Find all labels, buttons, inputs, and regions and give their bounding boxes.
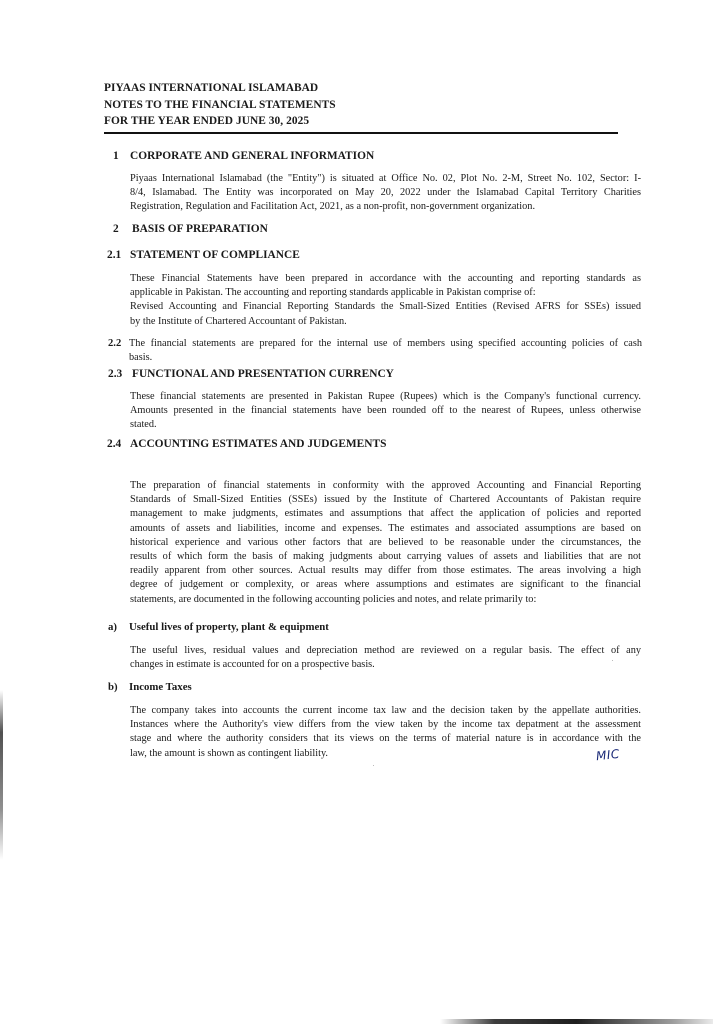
paragraph-line: management to make judgments, estimates and assumptions that affect the application of policies and reported	[130, 508, 641, 520]
organization-name: PIYAAS INTERNATIONAL ISLAMABAD	[104, 82, 319, 94]
section-number: 2.1	[107, 249, 122, 261]
section-2-2-number: 2.2	[108, 338, 122, 349]
paragraph-line: historical experience and various other factors that are believed to be reasonable under the circumstances, the	[130, 536, 641, 548]
section-number: 2.3	[108, 368, 123, 380]
section-title: BASIS OF PREPARATION	[132, 223, 268, 235]
section-1-paragraph	[130, 172, 641, 215]
subsection-a-paragraph	[130, 644, 641, 672]
paragraph-line: stated.	[130, 419, 157, 431]
paragraph-line: Piyaas International Islamabad (the "Entity") is situated at Office No. 02, Plot No. 2-M, Street No. 102, Sector: I-	[130, 173, 641, 184]
paragraph-line: The preparation of financial statements in conformity with the approved Accounting and Financial Reporting	[130, 480, 641, 491]
subsection-b-heading	[108, 680, 192, 694]
section-2-2-paragraph	[129, 337, 642, 365]
header-rule	[104, 132, 618, 134]
section-2-1-paragraph	[130, 272, 641, 329]
paragraph-line: basis.	[129, 352, 153, 364]
paragraph-line: 8/4, Islamabad. The Entity was incorporated on May 20, 2022 under the Islamabad Capital Territory Charities	[130, 187, 641, 199]
section-title: CORPORATE AND GENERAL INFORMATION	[130, 150, 375, 162]
section-title: ACCOUNTING ESTIMATES AND JUDGEMENTS	[130, 438, 387, 450]
handwritten-initials: MIC	[595, 746, 621, 764]
document-header	[104, 80, 618, 134]
paragraph-line: amounts of assets and liabilities, income and expenses. The estimates and associated assumptions are based on	[130, 522, 641, 534]
paragraph-line: Instances where the Authority's view differs from the view taken by the income tax depatment at the assessment	[130, 719, 641, 731]
paragraph-line: Amounts presented in the financial statements have been rounded off to the nearest of Rupees, unless otherwise	[130, 405, 641, 417]
section-title: STATEMENT OF COMPLIANCE	[130, 249, 300, 261]
paragraph-line: stage and where the authority considers that its views on the terms of material nature is in accordance with the	[130, 733, 641, 745]
section-number: 2.4	[107, 438, 122, 450]
scan-edge-artifact-bottom	[440, 1019, 713, 1024]
paragraph-line: law, the amount is shown as contingent liability.	[130, 747, 328, 759]
subsection-label: b)	[108, 681, 118, 693]
paragraph-line: The company takes into accounts the current income tax law and the decision taken by the appellate authorities.	[130, 705, 641, 716]
subsection-title: Income Taxes	[129, 681, 192, 693]
section-title: FUNCTIONAL AND PRESENTATION CURRENCY	[132, 368, 394, 380]
paragraph-line: changes in estimate is accounted for on a prospective basis.	[130, 659, 375, 671]
section-number: 1	[113, 150, 119, 162]
paragraph-line: Standards of Small-Sized Entities (SSEs) issued by the Institute of Chartered Accountants of Pakistan require	[130, 494, 641, 506]
scan-edge-artifact-left	[0, 690, 3, 860]
paragraph-line: degree of judgement or complexity, or areas where assumptions and estimates are significant to the financial	[130, 579, 641, 591]
paragraph-line: These Financial Statements have been prepared in accordance with the accounting and reporting standards as	[130, 273, 641, 284]
subsection-a-heading	[108, 620, 329, 634]
section-number: 2	[113, 223, 119, 235]
period-title: FOR THE YEAR ENDED JUNE 30, 2025	[104, 115, 310, 127]
scan-speck	[612, 660, 613, 661]
paragraph-line: Revised Accounting and Financial Reporting Standards the Small-Sized Entities (Revised AFRS for SSEs) issued	[130, 301, 641, 313]
section-2-4-paragraph	[130, 479, 641, 607]
paragraph-line: by the Institute of Chartered Accountant of Pakistan.	[130, 315, 347, 327]
paragraph-line: The useful lives, residual values and depreciation method are reviewed on a regular basis. The effect of any	[130, 645, 641, 656]
paragraph-line: applicable in Pakistan. The accounting and reporting standards applicable in Pakistan comprise of:	[130, 287, 536, 299]
paragraph-line: results of which form the basis of making judgments about carrying values of assets and liabilities that are not	[130, 551, 641, 563]
paragraph-line: Registration, Regulation and Facilitation Act, 2021, as a non-profit, non-government organization.	[130, 201, 536, 213]
paragraph-line: statements, are documented in the following accounting policies and notes, and relate primarily to:	[130, 593, 537, 605]
subsection-b-paragraph	[130, 704, 641, 764]
scan-speck	[373, 765, 374, 766]
document-title: NOTES TO THE FINANCIAL STATEMENTS	[104, 98, 336, 111]
subsection-title: Useful lives of property, plant & equipment	[129, 621, 329, 633]
paragraph-line: These financial statements are presented in Pakistan Rupee (Rupees) which is the Company's functional currency.	[130, 391, 641, 402]
subsection-label: a)	[108, 621, 117, 633]
section-2-3-paragraph	[130, 390, 641, 433]
paragraph-line: The financial statements are prepared for the internal use of members using specified accounting policies of cash	[129, 338, 642, 349]
paragraph-line: readily apparent from other sources. Actual results may differ from those estimates. The areas involving a high	[130, 565, 641, 577]
